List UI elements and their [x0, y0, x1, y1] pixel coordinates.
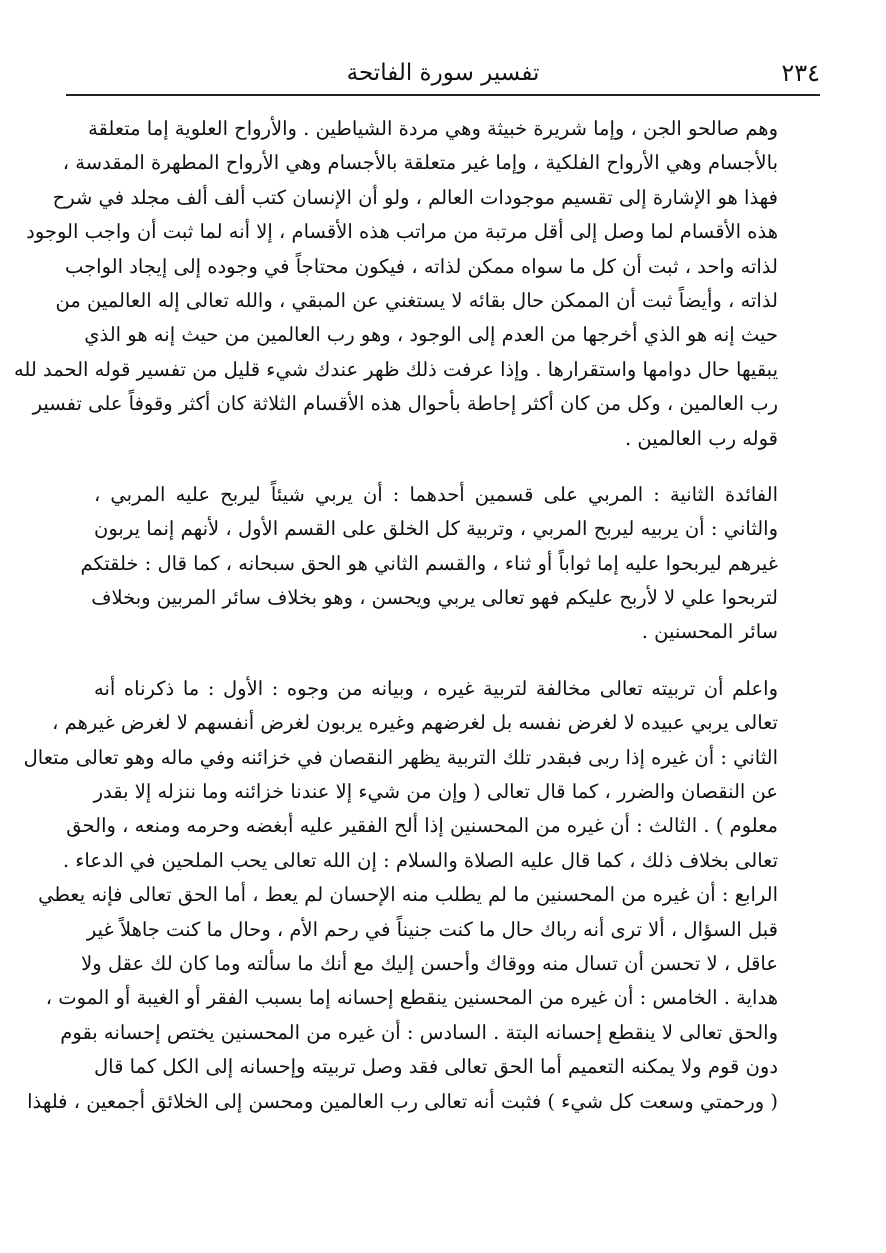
header-rule	[66, 94, 820, 96]
text-line: دون قوم ولا يمكنه التعميم أما الحق تعالى فقد وصل تربيته وإحسانه إلى الكل كما قال	[94, 1055, 778, 1079]
text-line: حيث إنه هو الذي أخرجها من العدم إلى الوجود ، وهو رب العالمين من حيث إنه هو الذي	[84, 323, 778, 347]
paragraph-2	[80, 478, 778, 650]
text-line: لذاته ، وأيضاً ثبت أن الممكن حال بقائه لا يستغني عن المبقي ، والله تعالى إله العالمين من	[55, 288, 778, 312]
text-line: سائر المحسنين .	[641, 620, 778, 644]
paragraph-3	[23, 672, 778, 1119]
text-line: الرابع : أن غيره من المحسنين ما لم يطلب منه الإحسان لم يعط ، أما الحق تعالى فإنه يعطي	[38, 883, 778, 907]
body-text	[13, 112, 778, 1119]
text-line: فهذا هو الإشارة إلى تقسيم موجودات العالم ، ولو أن الإنسان كتب ألف ألف مجلد في شرح	[52, 185, 778, 209]
text-line: معلوم ) . الثالث : أن غيره من المحسنين إذا ألح الفقير عليه أبغضه وحرمه ومنعه ، والحق	[66, 814, 778, 838]
text-line: لتربحوا علي لا لأربح عليكم فهو تعالى يربي ويحسن ، وهو بخلاف سائر المربين وبخلاف	[91, 586, 778, 610]
text-line: ( ورحمتي وسعت كل شيء ) فثبت أنه تعالى رب العالمين ومحسن إلى الخلائق أجمعين ، فلهذا	[27, 1089, 778, 1113]
text-line: والحق تعالى لا ينقطع إحسانه البتة . السادس : أن غيره من المحسنين يختص إحسانه بقوم	[60, 1020, 778, 1044]
text-line: غيرهم ليربحوا عليه إما ثواباً أو ثناء ، والقسم الثاني هو الحق سبحانه ، كما قال : خلقتكم	[80, 551, 778, 575]
text-line: هذه الأقسام لما وصل إلى أقل مرتبة من مراتب هذه الأقسام ، إلا أنه لما ثبت أن واجب الوجود	[26, 220, 778, 244]
text-line: واعلم أن تربيته تعالى مخالفة لتربية غيره ، وبيانه من وجوه : الأول : ما ذكرناه أنه	[94, 676, 778, 700]
running-title: تفسير سورة الفاتحة	[346, 60, 540, 86]
text-line: وهم صالحو الجن ، وإما شريرة خبيثة وهي مردة الشياطين . والأرواح العلوية إما متعلقة	[88, 117, 778, 140]
page-header	[66, 52, 820, 96]
text-line: عن النقصان والضرر ، كما قال تعالى ( وإن من شيء إلا عندنا خزائنه وما ننزله إلا بقدر	[93, 780, 778, 804]
text-line: الثاني : أن غيره إذا ربى فبقدر تلك التربية يظهر النقصان في خزائنه وفي ماله وهو تعالى متعال	[23, 745, 778, 769]
text-line: عاقل ، لا تحسن أن تسال منه ووقاك وأحسن إليك مع أنك ما سألته وما كان لك عقل ولا	[81, 951, 778, 975]
text-line: قوله رب العالمين .	[624, 426, 778, 450]
paragraph-1	[13, 112, 778, 456]
text-line: والثاني : أن يربيه ليربح المربي ، وتربية كل الخلق على القسم الأول ، لأنهم إنما يربون	[94, 517, 778, 541]
text-line: قبل السؤال ، ألا ترى أنه رباك حال ما كنت جنيناً في رحم الأم ، وحال ما كنت جاهلاً غير	[86, 917, 778, 941]
text-line: رب العالمين ، وكل من كان أكثر إحاطة بأحوال هذه الأقسام الثلاثة كان أكثر وقوفاً على تفسير	[32, 392, 778, 416]
text-line: هداية . الخامس : أن غيره من المحسنين ينقطع إحسانه إما بسبب الفقر أو الغيبة أو الموت ،	[45, 986, 778, 1010]
text-line: يبقيها حال دوامها واستقرارها . وإذا عرفت ذلك ظهر عندك شيء قليل من تفسير قوله الحمد لله	[13, 357, 778, 381]
text-line: تعالى بخلاف ذلك ، كما قال عليه الصلاة والسلام : إن الله تعالى يحب الملحين في الدعاء .	[62, 848, 778, 872]
text-line: تعالى يربي عبيده لا لغرض نفسه بل لغرضهم وغيره يربون لغرض أنفسهم لا لغرض غيرهم ،	[52, 711, 778, 735]
text-line: لذاته واحد ، ثبت أن كل ما سواه ممكن لذاته ، فيكون محتاجاً في وجوده إلى إيجاد الواجب	[64, 254, 778, 278]
text-line: الفائدة الثانية : المربي على قسمين أحدهما : أن يربي شيئاً ليربح عليه المربي ،	[94, 482, 778, 506]
page-number: ٢٣٤	[781, 59, 820, 87]
text-line: بالأجسام وهي الأرواح الفلكية ، وإما غير متعلقة بالأجسام وهي الأرواح المطهرة المقدسة ،	[62, 151, 778, 175]
